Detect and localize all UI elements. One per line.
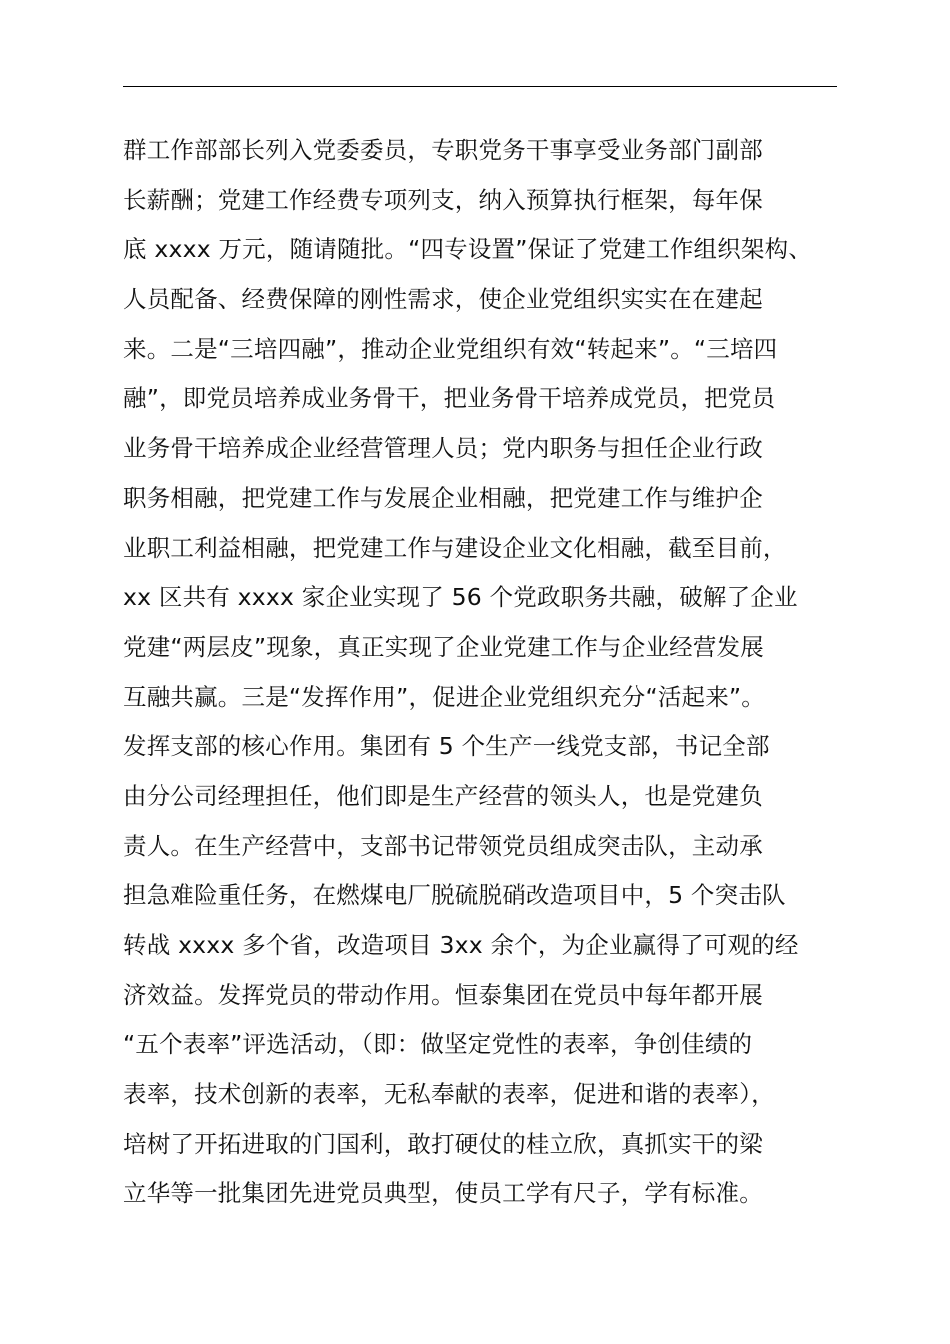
text-line: 培树了开拓进取的门国利，敢打硬仗的桂立欣，真抓实干的梁 [123,1129,763,1158]
text-line: 业务骨干培养成企业经营管理人员；党内职务与担任企业行政 [123,434,763,463]
text-line: 职务相融，把党建工作与发展企业相融，把党建工作与维护企 [123,483,763,512]
text-line: 业职工利益相融，把党建工作与建设企业文化相融，截至目前， [123,533,787,562]
text-line: 责人。在生产经营中，支部书记带领党员组成突击队，主动承 [123,831,763,860]
text-line: 长薪酬；党建工作经费专项列支，纳入预算执行框架，每年保 [123,185,763,214]
text-line: 表率，技术创新的表率，无私奉献的表率，促进和谐的表率）， [123,1080,775,1109]
text-line: 底 xxxx 万元，随请随批。“四专设置”保证了党建工作组织架构、 [123,235,813,264]
text-line: 融”，即党员培养成业务骨干，把业务骨干培养成党员，把党员 [123,384,776,413]
header-rule [123,86,837,87]
text-line: 互融共赢。三是“发挥作用”，促进企业党组织充分“活起来”。 [123,682,765,711]
body-paragraph [123,126,863,1219]
text-line: 担急难险重任务，在燃煤电厂脱硫脱硝改造项目中，5 个突击队 [123,881,786,910]
text-line: 群工作部部长列入党委委员，专职党务干事享受业务部门副部 [123,136,763,164]
text-line: 由分公司经理担任，他们即是生产经营的领头人，也是党建负 [123,781,763,810]
text-line: 发挥支部的核心作用。集团有 5 个生产一线党支部，书记全部 [123,732,770,761]
text-line: 立华等一批集团先进党员典型，使员工学有尺子，学有标准。 [123,1179,763,1208]
text-line: “五个表率”评选活动，（即：做坚定党性的表率，争创佳绩的 [123,1030,753,1059]
text-line: xx 区共有 xxxx 家企业实现了 56 个党政职务共融，破解了企业 [123,583,798,612]
text-line: 转战 xxxx 多个省，改造项目 3xx 余个，为企业赢得了可观的经 [123,931,799,959]
text-line: 人员配备、经费保障的刚性需求，使企业党组织实实在在建起 [123,285,763,314]
text-line: 来。二是“三培四融”，推动企业党组织有效“转起来”。“三培四 [123,334,778,363]
text-line: 党建“两层皮”现象，真正实现了企业党建工作与企业经营发展 [123,632,764,661]
text-line: 济效益。发挥党员的带动作用。恒泰集团在党员中每年都开展 [123,980,763,1009]
